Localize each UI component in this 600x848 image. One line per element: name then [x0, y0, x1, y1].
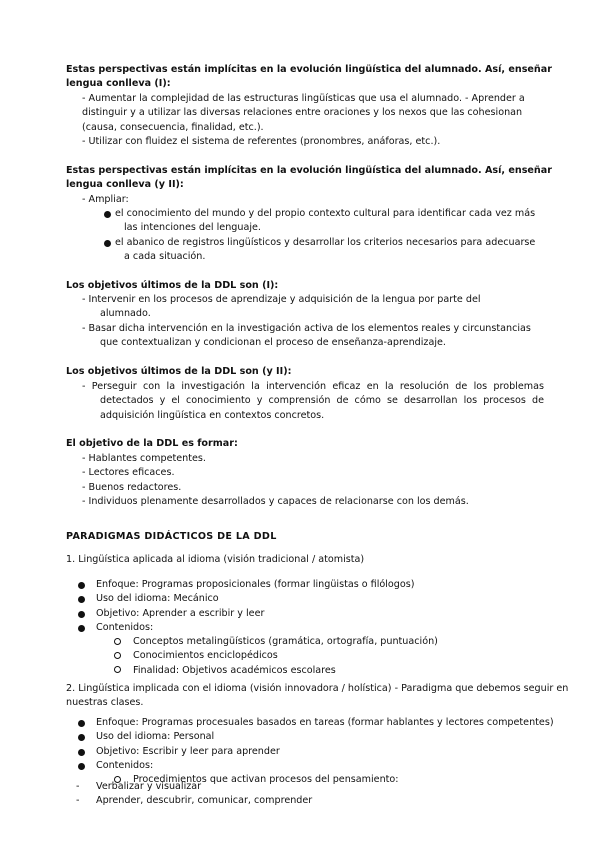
dash-item: - Aprender, descubrir, comunicar, comprender [76, 795, 313, 807]
list-item: - Buenos redactores. [82, 481, 182, 493]
bullet-icon [78, 582, 85, 589]
sub-list-item: Procedimientos que activan procesos del pensamiento: [114, 773, 554, 787]
list-item: el abanico de registros lingüísticos y desarrollar los criterios necesarios para adecuarse a cada situación. [104, 236, 554, 265]
text-line: - Aumentar la complejidad de las estructuras lingüísticas que usa el alumnado. - Aprender a [82, 93, 525, 104]
section-2-list [104, 207, 554, 264]
circle-bullet-icon [114, 652, 121, 659]
section-3-body: - Intervenir en los procesos de aprendizaje y adquisición de la lengua por parte del alumnado. - Basar dicha intervención en la investigación activa de los elementos reales y circunstancias que contextualizan y condicionan el proceso de enseñanza-aprendizaje. [82, 294, 531, 348]
circle-bullet-icon [114, 666, 121, 673]
section-5-list [82, 452, 469, 509]
text-line: distinguir y a utilizar las diversas relaciones entre oraciones y los nexos que las cohesionan [82, 107, 523, 119]
section-2-intro: - Ampliar: [82, 194, 129, 205]
circle-bullet-icon [114, 638, 121, 645]
paradigm-1-title: 1. Lingüística aplicada al idioma (visión tradicional / atomista) [66, 554, 365, 565]
bullet-icon [78, 625, 85, 632]
section-1-body [82, 92, 534, 149]
list-item: Enfoque: Programas proposicionales (formar lingüistas o filólogos) [78, 578, 438, 592]
list-item: Uso del idioma: Mecánico [78, 592, 438, 606]
bullet-icon [78, 749, 85, 756]
text-line: - Utilizar con fluidez el sistema de referentes (pronombres, anáforas, etc.). [82, 135, 441, 147]
sub-list-item: Conocimientos enciclopédicos [114, 649, 438, 663]
section-4-heading: Los objetivos últimos de la DDL son (y II): [66, 366, 292, 377]
paradigms-heading: PARADIGMAS DIDÁCTICOS DE LA DDL [66, 531, 277, 542]
list-item: - Lectores eficaces. [82, 467, 175, 479]
bullet-icon [78, 596, 85, 603]
bullet-icon [78, 734, 85, 741]
section-1-heading: Estas perspectivas están implícitas en la evolución lingüística del alumnado. Así, enseñar lengua conlleva (I): [66, 64, 552, 90]
sub-list-item: Finalidad: Objetivos académicos escolares [114, 664, 438, 678]
paradigm-2-list [78, 716, 554, 787]
list-item: Contenidos: [78, 759, 554, 773]
list-item: el conocimiento del mundo y del propio contexto cultural para identificar cada vez más las intenciones del lenguaje. [104, 207, 554, 236]
paradigm-1-sublist [78, 635, 438, 678]
list-item: Enfoque: Programas procesuales basados en tareas (formar hablantes y lectores competentes) [78, 716, 554, 730]
paradigm-2-title: 2. Lingüística implicada con el idioma (visión innovadora / holística) - Paradigma que debemos seguir en nuestras clases. [66, 683, 569, 709]
bullet-icon [104, 240, 111, 247]
paradigm-2-dash-list [76, 780, 312, 809]
bullet-icon [104, 211, 111, 218]
sub-list-item: Conceptos metalingüísticos (gramática, ortografía, puntuación) [114, 635, 438, 649]
section-5-heading: El objetivo de la DDL es formar: [66, 438, 238, 449]
bullet-icon [78, 720, 85, 727]
section-2-heading: Estas perspectivas están implícitas en la evolución lingüística del alumnado. Así, enseñar lengua conlleva (y II): [66, 165, 552, 191]
list-item: - Individuos plenamente desarrollados y capaces de relacionarse con los demás. [82, 495, 469, 507]
list-item: Objetivo: Aprender a escribir y leer [78, 607, 438, 621]
list-item: Uso del idioma: Personal [78, 730, 554, 744]
list-item: - Hablantes competentes. [82, 453, 206, 464]
bullet-icon [78, 611, 85, 618]
list-item: Objetivo: Escribir y leer para aprender [78, 745, 554, 759]
section-3-heading: Los objetivos últimos de la DDL son (I): [66, 280, 279, 291]
section-4-body: - Perseguir con la investigación la intervención eficaz en la resolución de los problemas detectados y el conocimiento y comprensión de cómo se desarrollan los procesos de adquisición lingüística en contextos concretos. [82, 381, 544, 421]
paradigm-1-list [78, 578, 438, 678]
dash-item: - Verbalizar y visualizar [76, 781, 202, 792]
bullet-icon [78, 763, 85, 770]
list-item: Contenidos: [78, 621, 438, 635]
text-line: (causa, consecuencia, finalidad, etc.). [82, 121, 264, 133]
